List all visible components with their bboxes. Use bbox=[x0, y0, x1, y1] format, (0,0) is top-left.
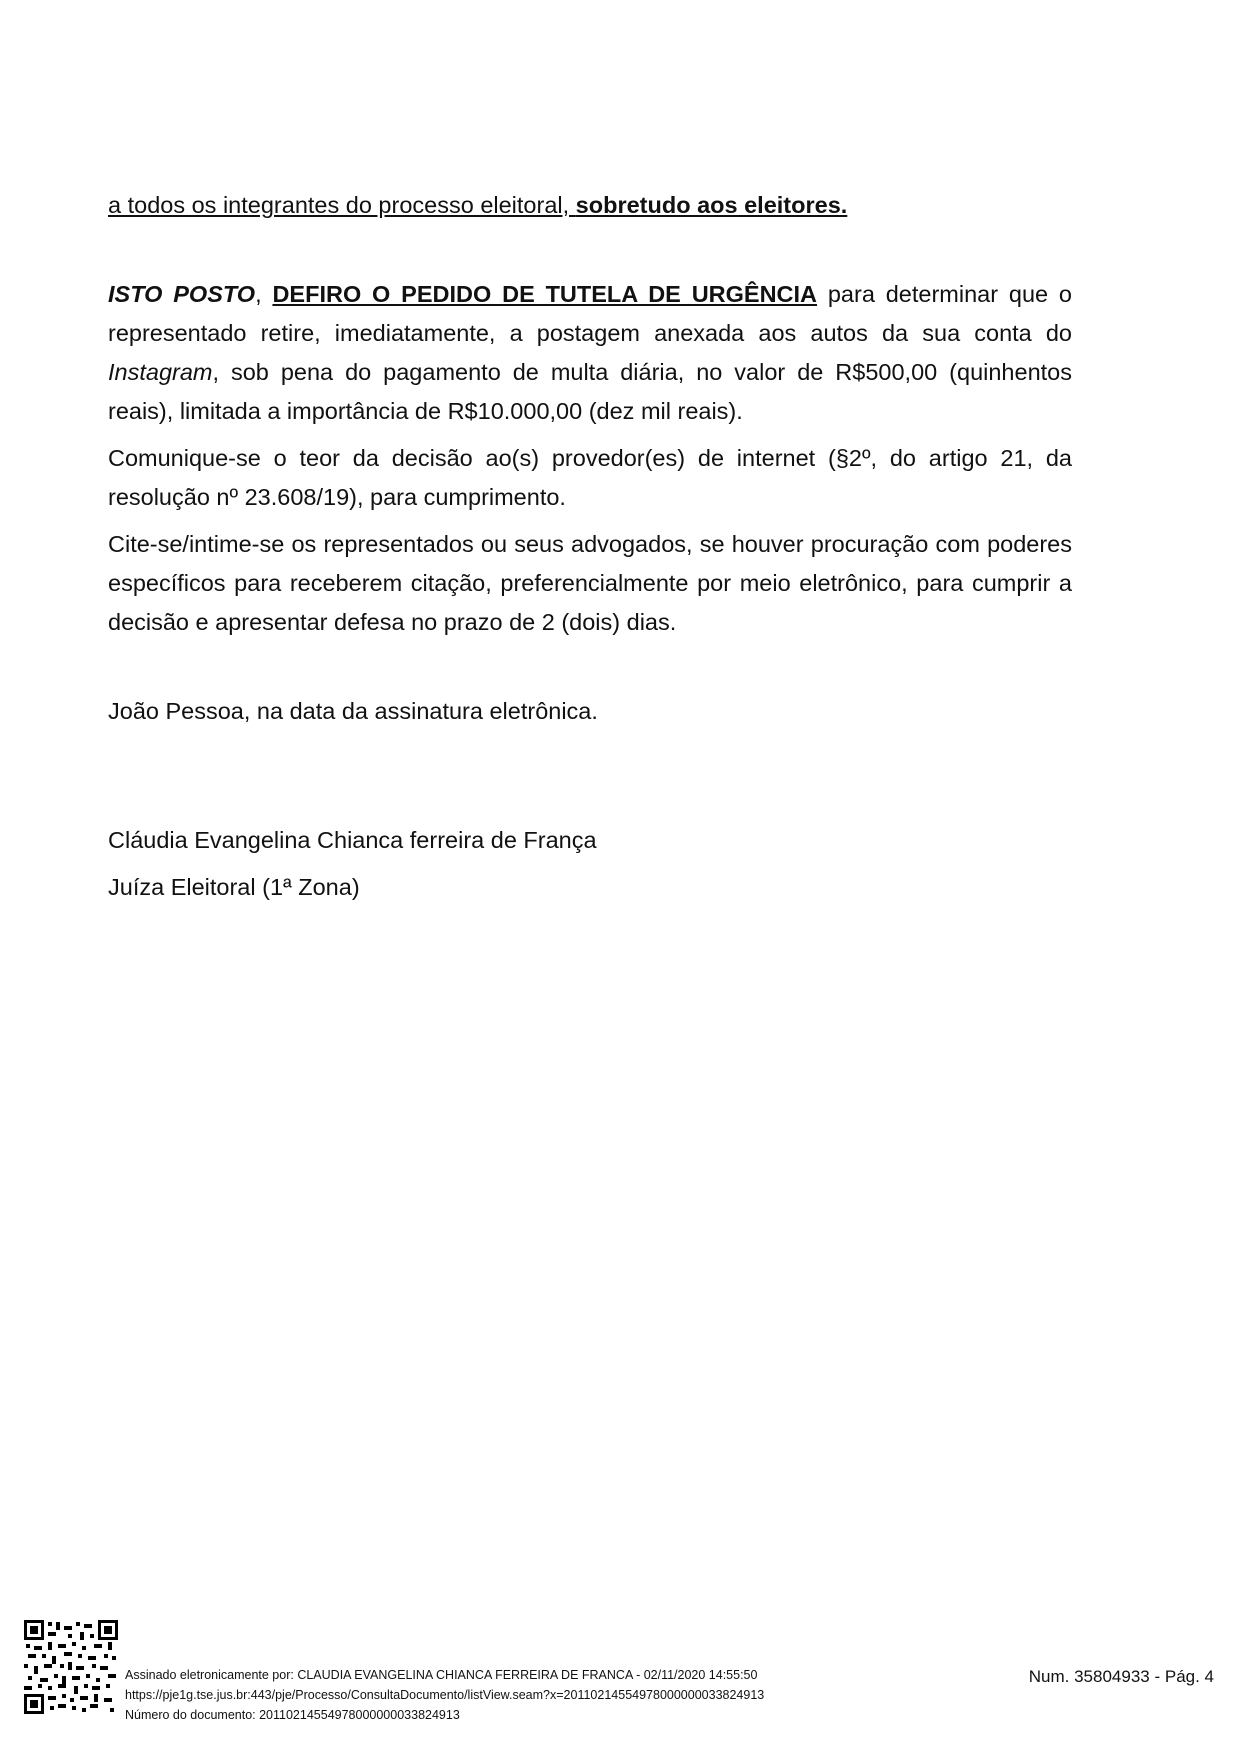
qr-code-icon bbox=[24, 1620, 118, 1714]
paragraph-closing-fragment bbox=[108, 186, 1072, 225]
document-body bbox=[108, 186, 1072, 907]
place-date: João Pessoa, na data da assinatura eletrônica. bbox=[108, 698, 598, 724]
page-number: Num. 35804933 - Pág. 4 bbox=[1028, 1667, 1214, 1686]
document-url[interactable]: https://pje1g.tse.jus.br:443/pje/Processo/ConsultaDocumento/listView.seam?x=20110214554978000000033824913 bbox=[125, 1688, 765, 1702]
signer-role: Juíza Eleitoral (1ª Zona) bbox=[108, 874, 360, 900]
paragraph-citation: Cite-se/intime-se os representados ou seus advogados, se houver procuração com poderes específicos para receberem citação, preferencialmente por meio eletrônico, para cumprir a decisão e apresentar defesa no prazo de 2 (dois) dias. bbox=[108, 531, 1072, 635]
underlined-fragment: a todos os integrantes do processo eleitoral, sobretudo aos eleitores. bbox=[108, 192, 848, 218]
bold-fragment: sobretudo aos eleitores. bbox=[575, 192, 848, 218]
paragraph-communication: Comunique-se o teor da decisão ao(s) provedor(es) de internet (§2º, do artigo 21, da resolução nº 23.608/19), para cumprimento. bbox=[108, 445, 1072, 510]
paragraph-decision: ISTO POSTO, DEFIRO O PEDIDO DE TUTELA DE URGÊNCIA para determinar que o representado retire, imediatamente, a postagem anexada aos autos da sua conta do Instagram, sob pena do pagamento de multa diária, no valor de R$500,00 (quinhentos reais), limitada a importância de R$10.000,00 (dez mil reais). bbox=[108, 281, 1072, 424]
instagram-text: Instagram bbox=[108, 359, 213, 385]
decision-lead: ISTO POSTO bbox=[108, 281, 256, 307]
document-number: Número do documento: 20110214554978000000033824913 bbox=[125, 1708, 460, 1722]
signed-by-line: Assinado eletronicamente por: CLAUDIA EVANGELINA CHIANCA FERREIRA DE FRANCA - 02/11/2020 14:55:50 bbox=[125, 1668, 758, 1682]
decision-heading: DEFIRO O PEDIDO DE TUTELA DE URGÊNCIA bbox=[272, 281, 818, 307]
signer-name: Cláudia Evangelina Chianca ferreira de França bbox=[108, 827, 597, 853]
electronic-signature-info bbox=[125, 1665, 764, 1725]
